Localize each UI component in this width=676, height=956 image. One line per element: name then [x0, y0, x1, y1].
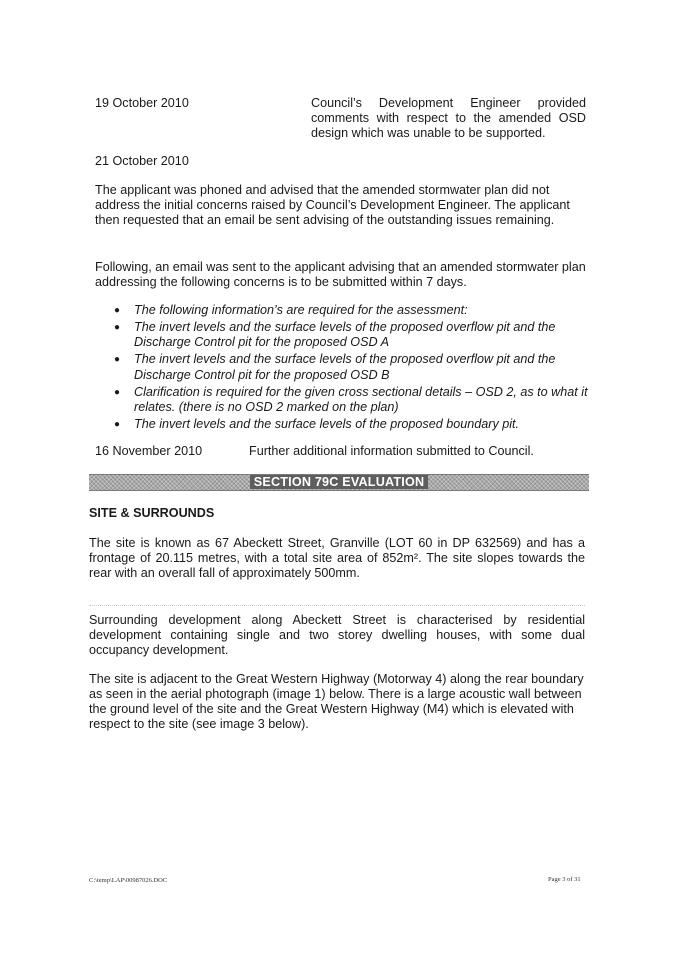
paragraph-phone-call: The applicant was phoned and advised that the amended stormwater plan did not address the initial concerns raised by Council’s Development Engineer. The applicant then requested that an email be sent advising of the outstanding issues remaining. — [95, 183, 570, 227]
section-banner — [89, 474, 589, 491]
paragraph-highway: The site is adjacent to the Great Western Highway (Motorway 4) along the rear boundary as seen in the aerial photograph (image 1) below. There is a large acoustic wall between the ground level of the site and the Great Western Highway (M4) which is elevated with respect to the site (see image 3 below). — [89, 672, 584, 731]
paragraph-email: Following, an email was sent to the applicant advising that an amended stormwater plan addressing the following concerns is to be submitted within 7 days. — [95, 260, 586, 289]
list-item: ● Clarification is required for the given cross sectional details – OSD 2, as to what it relates. (there is no OSD 2 marked on the plan) — [114, 384, 588, 415]
list-item: ● The invert levels and the surface levels of the proposed overflow pit and the Discharge Control pit for the proposed OSD B — [114, 352, 556, 382]
entry-date-21-oct: 21 October 2010 — [95, 154, 189, 168]
list-item: ● The following information’s are required for the assessment: — [114, 303, 468, 317]
entry-text-19-oct — [311, 96, 586, 141]
entry-text-line: comments with respect to the amended OSD — [311, 111, 586, 125]
section-banner-title: SECTION 79C EVALUATION — [89, 475, 589, 490]
list-item: ● The invert levels and the surface levels of the proposed boundary pit. — [114, 417, 520, 432]
footer-file-path: C:\temp\LAP\00987026.DOC — [89, 877, 168, 884]
dotted-divider — [89, 605, 585, 606]
paragraph-site: The site is known as 67 Abeckett Street, Granville (LOT 60 in DP 632569) and has a frontage of 20.115 metres, with a total site area of 852m². The site slopes towards the rear with an overall fall of approximately 500mm. — [89, 536, 585, 580]
paragraph-surrounding: Surrounding development along Abeckett Street is characterised by residential development containing single and two storey dwelling houses, with some dual occupancy development. — [89, 613, 585, 657]
entry-date-16-nov: 16 November 2010 — [95, 444, 203, 458]
entry-text-line: design which was unable to be supported. — [311, 126, 546, 140]
footer-page-number: Page 3 of 31 — [548, 876, 581, 883]
bullet-icon: ● — [114, 354, 121, 366]
bullet-icon: ● — [114, 321, 121, 333]
list-item: ● The invert levels and the surface levels of the proposed overflow pit and the Discharge Control pit for the proposed OSD A — [114, 319, 556, 350]
concerns-list — [114, 303, 594, 434]
entry-text-line: Council’s Development Engineer provided — [311, 96, 586, 110]
bullet-icon: ● — [114, 305, 121, 316]
entry-text-16-nov: Further additional information submitted to Council. — [249, 444, 534, 458]
bullet-icon: ● — [114, 419, 121, 431]
bullet-icon: ● — [114, 386, 121, 398]
entry-date-19-oct: 19 October 2010 — [95, 96, 189, 110]
section-heading-site: SITE & SURROUNDS — [89, 506, 215, 520]
